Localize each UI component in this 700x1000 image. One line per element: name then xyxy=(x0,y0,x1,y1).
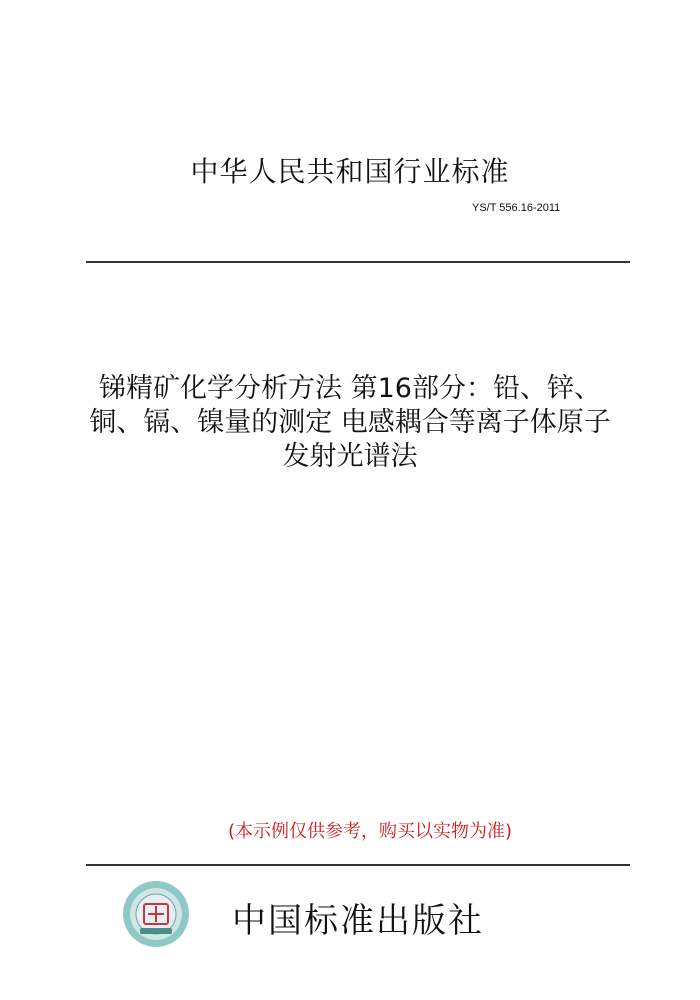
document-title-line-2: 铜、镉、镍量的测定 电感耦合等离子体原子 xyxy=(89,407,611,438)
publisher-seal-icon xyxy=(122,880,190,948)
document-title xyxy=(20,372,680,474)
standard-code: YS/T 556.16-2011 xyxy=(472,202,561,214)
header-title: 中华人民共和国行业标准 xyxy=(190,155,510,188)
sample-note: (本示例仅供参考，购买以实物为准) xyxy=(227,821,513,842)
publisher-name: 中国标准出版社 xyxy=(232,901,484,941)
bottom-divider xyxy=(86,864,630,866)
document-title-line-3: 发射光谱法 xyxy=(282,441,418,472)
top-divider xyxy=(86,261,630,263)
document-title-line-1: 锑精矿化学分析方法 第16部分：铅、锌、 xyxy=(99,373,601,404)
